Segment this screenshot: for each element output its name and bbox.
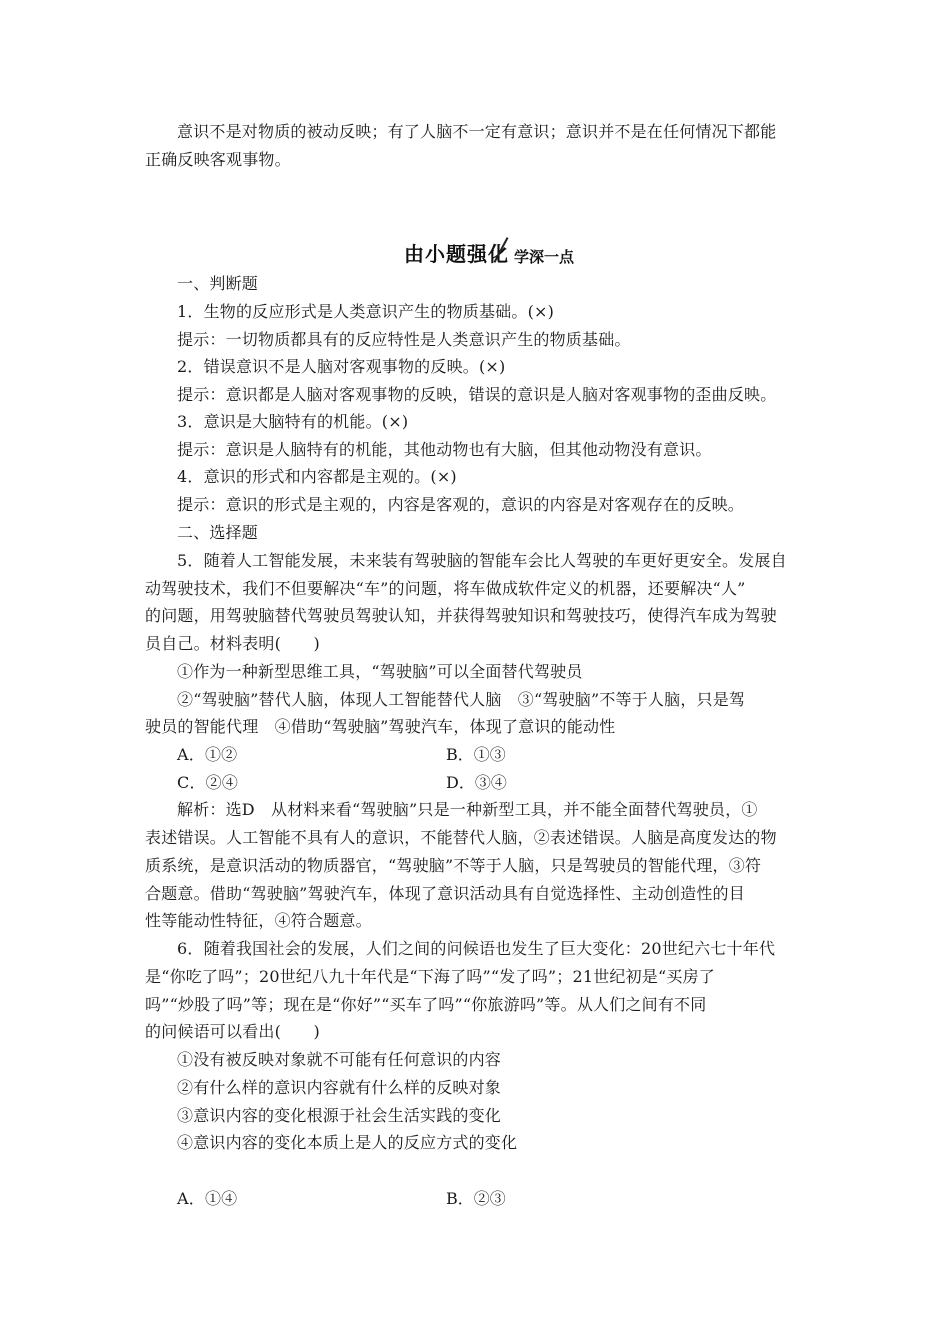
q5-option-a: A．①② [177,745,238,764]
question-2: 2．错误意识不是人脑对客观事物的反映。(×) [177,357,506,376]
q5-analysis-2: 表述错误。人工智能不具有人的意识，不能替代人脑，②表述错误。人脑是高度发达的物 [145,828,777,847]
banner-subtitle: 学深一点 [514,248,575,266]
question-4: 4．意识的形式和内容都是主观的。(×) [177,467,457,486]
section-banner [400,236,590,266]
q5-line-2: 动驾驶技术，我们不但要解决“车”的问题，将车做成软件定义的机器，还要解决“人” [145,579,746,598]
q5-option-b: B．①③ [446,745,506,764]
q6-statement-2: ②有什么样的意识内容就有什么样的反映对象 [177,1078,502,1097]
q5-option-d: D．③④ [446,773,507,792]
q6-statement-1: ①没有被反映对象就不可能有任何意识的内容 [177,1050,502,1069]
q5-option-c: C．②④ [177,773,239,792]
question-1: 1．生物的反应形式是人类意识产生的物质基础。(×) [177,302,555,321]
section2-heading: 二、选择题 [177,523,259,542]
q5-analysis-4: 合题意。借助“驾驶脑”驾驶汽车，体现了意识活动具有自觉选择性、主动创造性的目 [145,884,745,903]
q6-statement-3: ③意识内容的变化根源于社会生活实践的变化 [177,1106,502,1125]
hint-3: 提示：意识是人脑特有的机能，其他动物也有大脑，但其他动物没有意识。 [177,440,712,459]
hint-1: 提示：一切物质都具有的反应特性是人类意识产生的物质基础。 [177,330,631,349]
q5-statement-2a: ②“驾驶脑”替代人脑，体现人工智能替代人脑 ③“驾驶脑”不等于人脑，只是驾 [177,690,746,709]
q6-line-3: 吗”“炒股了吗”等；现在是“你好”“买车了吗”“你旅游吗”等。从人们之间有不同 [145,995,707,1014]
q5-analysis-5: 性等能动性特征，④符合题意。 [145,911,372,930]
q5-line-1: 5．随着人工智能发展，未来装有驾驶脑的智能车会比人驾驶的车更好更安全。发展自 [177,551,787,570]
q6-line-2: 是“你吃了吗”；20世纪八九十年代是“下海了吗”“发了吗”；21世纪初是“买房了 [145,967,715,986]
section1-heading: 一、判断题 [177,274,259,293]
question-3: 3．意识是大脑特有的机能。(×) [177,412,409,431]
q5-statement-2b: 驶员的智能代理 ④借助“驾驶脑”驾驶汽车，体现了意识的能动性 [145,717,616,736]
q5-line-3: 的问题，用驾驶脑替代驾驶员驾驶认知，并获得驾驶知识和驾驶技巧，使得汽车成为驾驶 [145,606,777,625]
q5-analysis-3: 质系统，是意识活动的物质器官，“驾驶脑”不等于人脑，只是驾驶员的智能代理，③符 [145,856,762,875]
q6-option-a: A．①④ [177,1189,238,1208]
q5-analysis-1: 解析：选D 从材料来看“驾驶脑”只是一种新型工具，并不能全面替代驾驶员，① [177,800,758,819]
q5-statement-1: ①作为一种新型思维工具，“驾驶脑”可以全面替代驾驶员 [177,662,583,681]
intro-line-2: 正确反映客观事物。 [145,150,291,169]
q6-statement-4: ④意识内容的变化本质上是人的反应方式的变化 [177,1133,518,1152]
banner-title: 由小题强化 [404,242,509,266]
hint-4: 提示：意识的形式是主观的，内容是客观的，意识的内容是对客观存在的反映。 [177,495,745,514]
q5-line-4: 员自己。材料表明( ) [145,634,320,653]
q6-option-b: B．②③ [446,1189,506,1208]
q6-line-4: 的问候语可以看出( ) [145,1022,320,1041]
q6-line-1: 6．随着我国社会的发展，人们之间的问候语也发生了巨大变化：20世纪六七十年代 [177,939,776,958]
hint-2: 提示：意识都是人脑对客观事物的反映，错误的意识是人脑对客观事物的歪曲反映。 [177,385,777,404]
intro-line-1: 意识不是对物质的被动反映；有了人脑不一定有意识；意识并不是在任何情况下都能 [177,122,777,141]
